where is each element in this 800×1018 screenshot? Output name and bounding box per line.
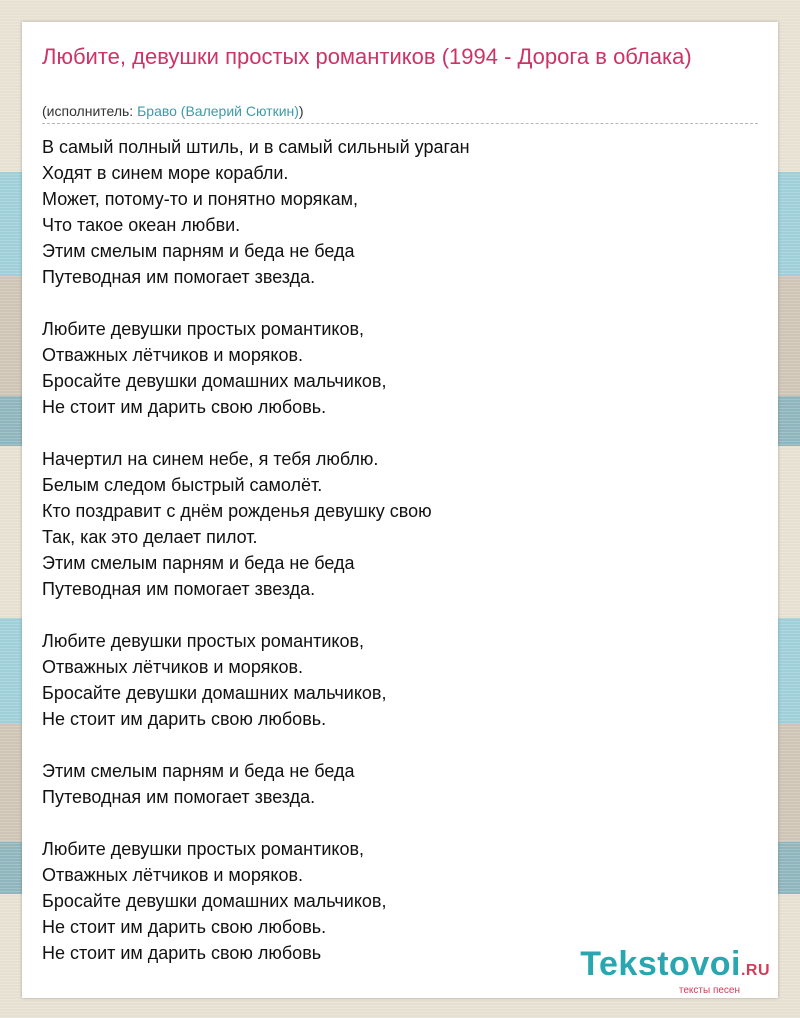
lyrics-card xyxy=(22,22,778,998)
lyrics-line: Путеводная им помогает звезда. xyxy=(42,579,316,599)
lyrics-line: Отважных лётчиков и моряков. xyxy=(42,345,304,365)
lyrics-stanza xyxy=(42,316,758,420)
lyrics-stanza xyxy=(42,446,758,602)
lyrics-line: Начертил на синем небе, я тебя люблю. xyxy=(42,449,379,469)
logo-name: Tekstovoi xyxy=(580,945,741,983)
logo-wordmark xyxy=(580,947,770,988)
lyrics-line: Бросайте девушки домашних мальчиков, xyxy=(42,683,387,703)
lyrics-line: Белым следом быстрый самолёт. xyxy=(42,475,323,495)
song-title: Любите, девушки простых романтиков (1994 - Дорога в облака) xyxy=(42,44,692,69)
logo-tld: .RU xyxy=(740,962,770,979)
lyrics-line: Отважных лётчиков и моряков. xyxy=(42,865,304,885)
lyrics-stanza xyxy=(42,758,758,810)
lyrics-line: Что такое океан любви. xyxy=(42,215,241,235)
logo-tagline: тексты песен xyxy=(678,985,740,996)
lyrics-line: Ходят в синем море корабли. xyxy=(42,163,289,183)
lyrics-line: Может, потому-то и понятно морякам, xyxy=(42,189,359,209)
lyrics-stanza xyxy=(42,134,758,290)
lyrics-text xyxy=(42,134,758,992)
lyrics-line: Этим смелым парням и беда не беда xyxy=(42,553,355,573)
lyrics-line: Этим смелым парням и беда не беда xyxy=(42,761,355,781)
lyrics-line: Этим смелым парням и беда не беда xyxy=(42,241,355,261)
lyrics-line: Не стоит им дарить свою любовь. xyxy=(42,917,327,937)
lyrics-line: Любите девушки простых романтиков, xyxy=(42,319,365,339)
site-logo[interactable] xyxy=(580,947,770,996)
performer-suffix: ) xyxy=(298,103,304,119)
performer-prefix: (исполнитель: xyxy=(42,103,138,119)
performer-line xyxy=(42,102,758,124)
performer-link[interactable]: Браво (Валерий Сюткин) xyxy=(137,103,299,119)
lyrics-line: Бросайте девушки домашних мальчиков, xyxy=(42,891,387,911)
lyrics-line: Так, как это делает пилот. xyxy=(42,527,258,547)
lyrics-stanza xyxy=(42,628,758,732)
lyrics-line: Не стоит им дарить свою любовь xyxy=(42,943,322,963)
lyrics-line: Кто поздравит с днём рожденья девушку свою xyxy=(42,501,432,521)
lyrics-line: Путеводная им помогает звезда. xyxy=(42,787,316,807)
lyrics-line: Отважных лётчиков и моряков. xyxy=(42,657,304,677)
lyrics-line: Путеводная им помогает звезда. xyxy=(42,267,316,287)
lyrics-line: Не стоит им дарить свою любовь. xyxy=(42,397,327,417)
lyrics-line: В самый полный штиль, и в самый сильный ураган xyxy=(42,137,470,157)
lyrics-line: Любите девушки простых романтиков, xyxy=(42,839,365,859)
lyrics-line: Не стоит им дарить свою любовь. xyxy=(42,709,327,729)
lyrics-line: Любите девушки простых романтиков, xyxy=(42,631,365,651)
lyrics-line: Бросайте девушки домашних мальчиков, xyxy=(42,371,387,391)
